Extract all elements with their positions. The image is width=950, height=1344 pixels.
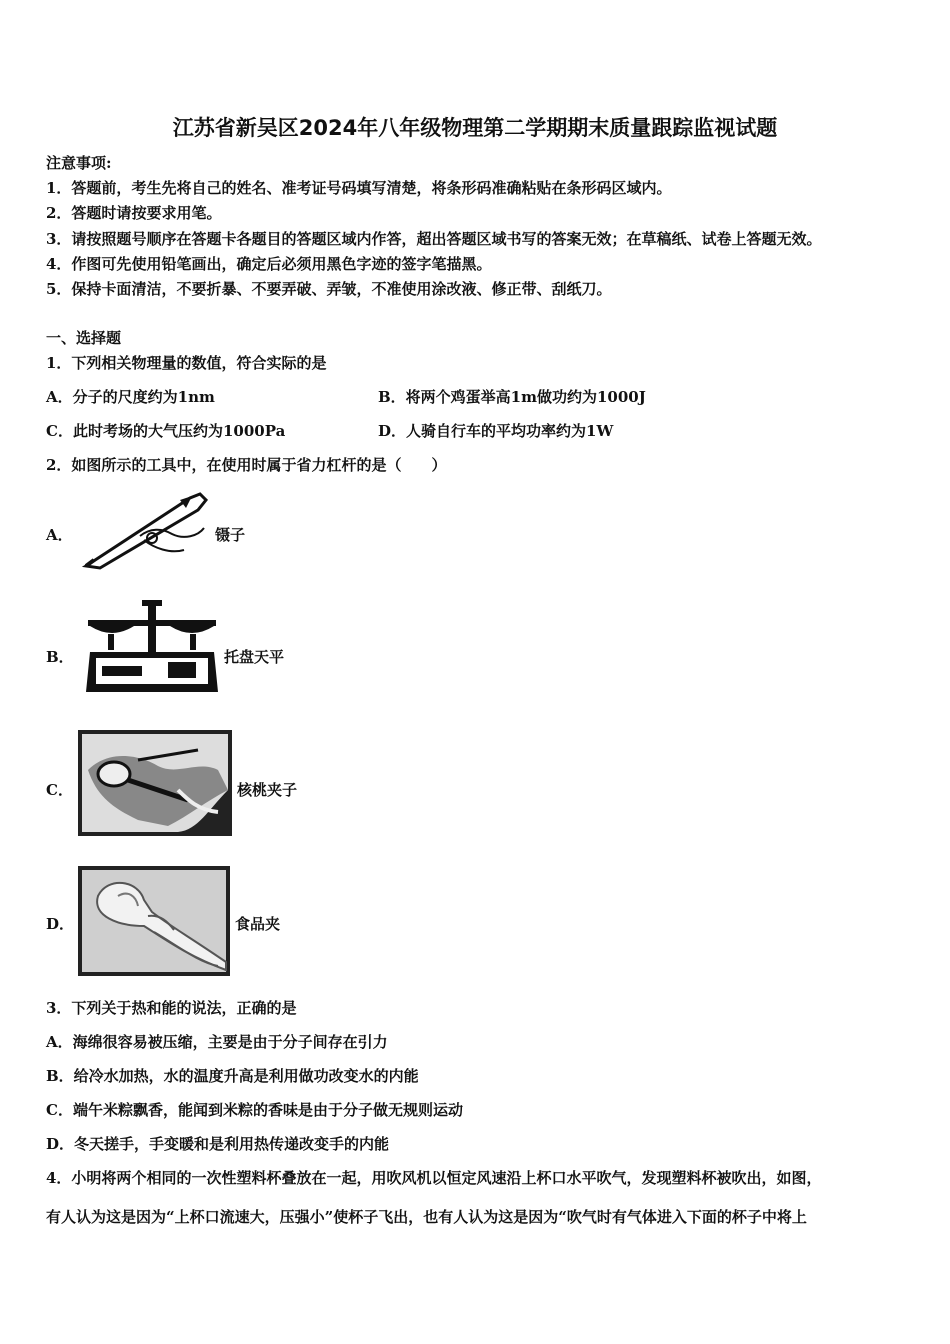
balance-icon <box>82 596 222 698</box>
question-2-option-a-label: A． <box>46 526 73 544</box>
question-1-stem: 1．下列相关物理量的数值，符合实际的是 <box>46 354 327 372</box>
question-2-option-b-label: B． <box>46 648 74 666</box>
question-1-option-c: C．此时考场的大气压约为1000Pa <box>46 422 286 440</box>
question-2-option-d-caption: 食品夹 <box>235 915 281 933</box>
question-1-option-a: A．分子的尺度约为1nm <box>46 388 215 406</box>
question-2-stem: 2．如图所示的工具中，在使用时属于省力杠杆的是（ ） <box>46 456 447 474</box>
question-3-stem: 3．下列关于热和能的说法，正确的是 <box>46 999 297 1017</box>
question-2-option-b-caption: 托盘天平 <box>224 648 285 666</box>
question-2-option-d-label: D． <box>46 915 75 933</box>
nutcracker-icon <box>78 730 232 836</box>
question-1-option-d: D．人骑自行车的平均功率约为1W <box>378 422 614 440</box>
question-2-option-a-caption: 镊子 <box>215 526 246 544</box>
notice-item: 3．请按照题号顺序在答题卡各题目的答题区域内作答，超出答题区域书写的答案无效；在草稿纸、试卷上答题无效。 <box>46 230 822 248</box>
food-tongs-icon <box>78 866 230 976</box>
question-4-line-1: 4．小明将两个相同的一次性塑料杯叠放在一起，用吹风机以恒定风速沿上杯口水平吹气，发现塑料杯被吹出，如图， <box>46 1169 822 1187</box>
question-3-option-a: A．海绵很容易被压缩，主要是由于分子间存在引力 <box>46 1033 388 1051</box>
notice-item: 2．答题时请按要求用笔。 <box>46 204 222 222</box>
section-heading: 一、选择题 <box>46 329 122 347</box>
tweezers-icon <box>80 488 210 572</box>
notice-item: 1．答题前，考生先将自己的姓名、准考证号码填写清楚，将条形码准确粘贴在条形码区域内。 <box>46 179 672 197</box>
notice-item: 5．保持卡面清洁，不要折暴、不要弄破、弄皱，不准使用涂改液、修正带、刮纸刀。 <box>46 280 612 298</box>
question-2-option-c-label: C． <box>46 781 73 799</box>
notice-heading: 注意事项: <box>46 154 112 172</box>
question-3-option-c: C．端午米粽飘香，能闻到米粽的香味是由于分子做无规则运动 <box>46 1101 463 1119</box>
question-3-option-d: D．冬天搓手，手变暖和是利用热传递改变手的内能 <box>46 1135 390 1153</box>
exam-title: 江苏省新吴区2024年八年级物理第二学期期末质量跟踪监视试题 <box>172 116 778 140</box>
question-3-option-b: B．给冷水加热，水的温度升高是利用做功改变水的内能 <box>46 1067 419 1085</box>
question-1-option-b: B．将两个鸡蛋举高1m做功约为1000J <box>378 388 646 406</box>
question-4-line-2: 有人认为这是因为“上杯口流速大，压强小”使杯子飞出，也有人认为这是因为“吹气时有气体进入下面的杯子中将上 <box>46 1208 807 1226</box>
question-2-option-c-caption: 核桃夹子 <box>237 781 298 799</box>
notice-item: 4．作图可先使用铅笔画出，确定后必须用黑色字迹的签字笔描黑。 <box>46 255 492 273</box>
